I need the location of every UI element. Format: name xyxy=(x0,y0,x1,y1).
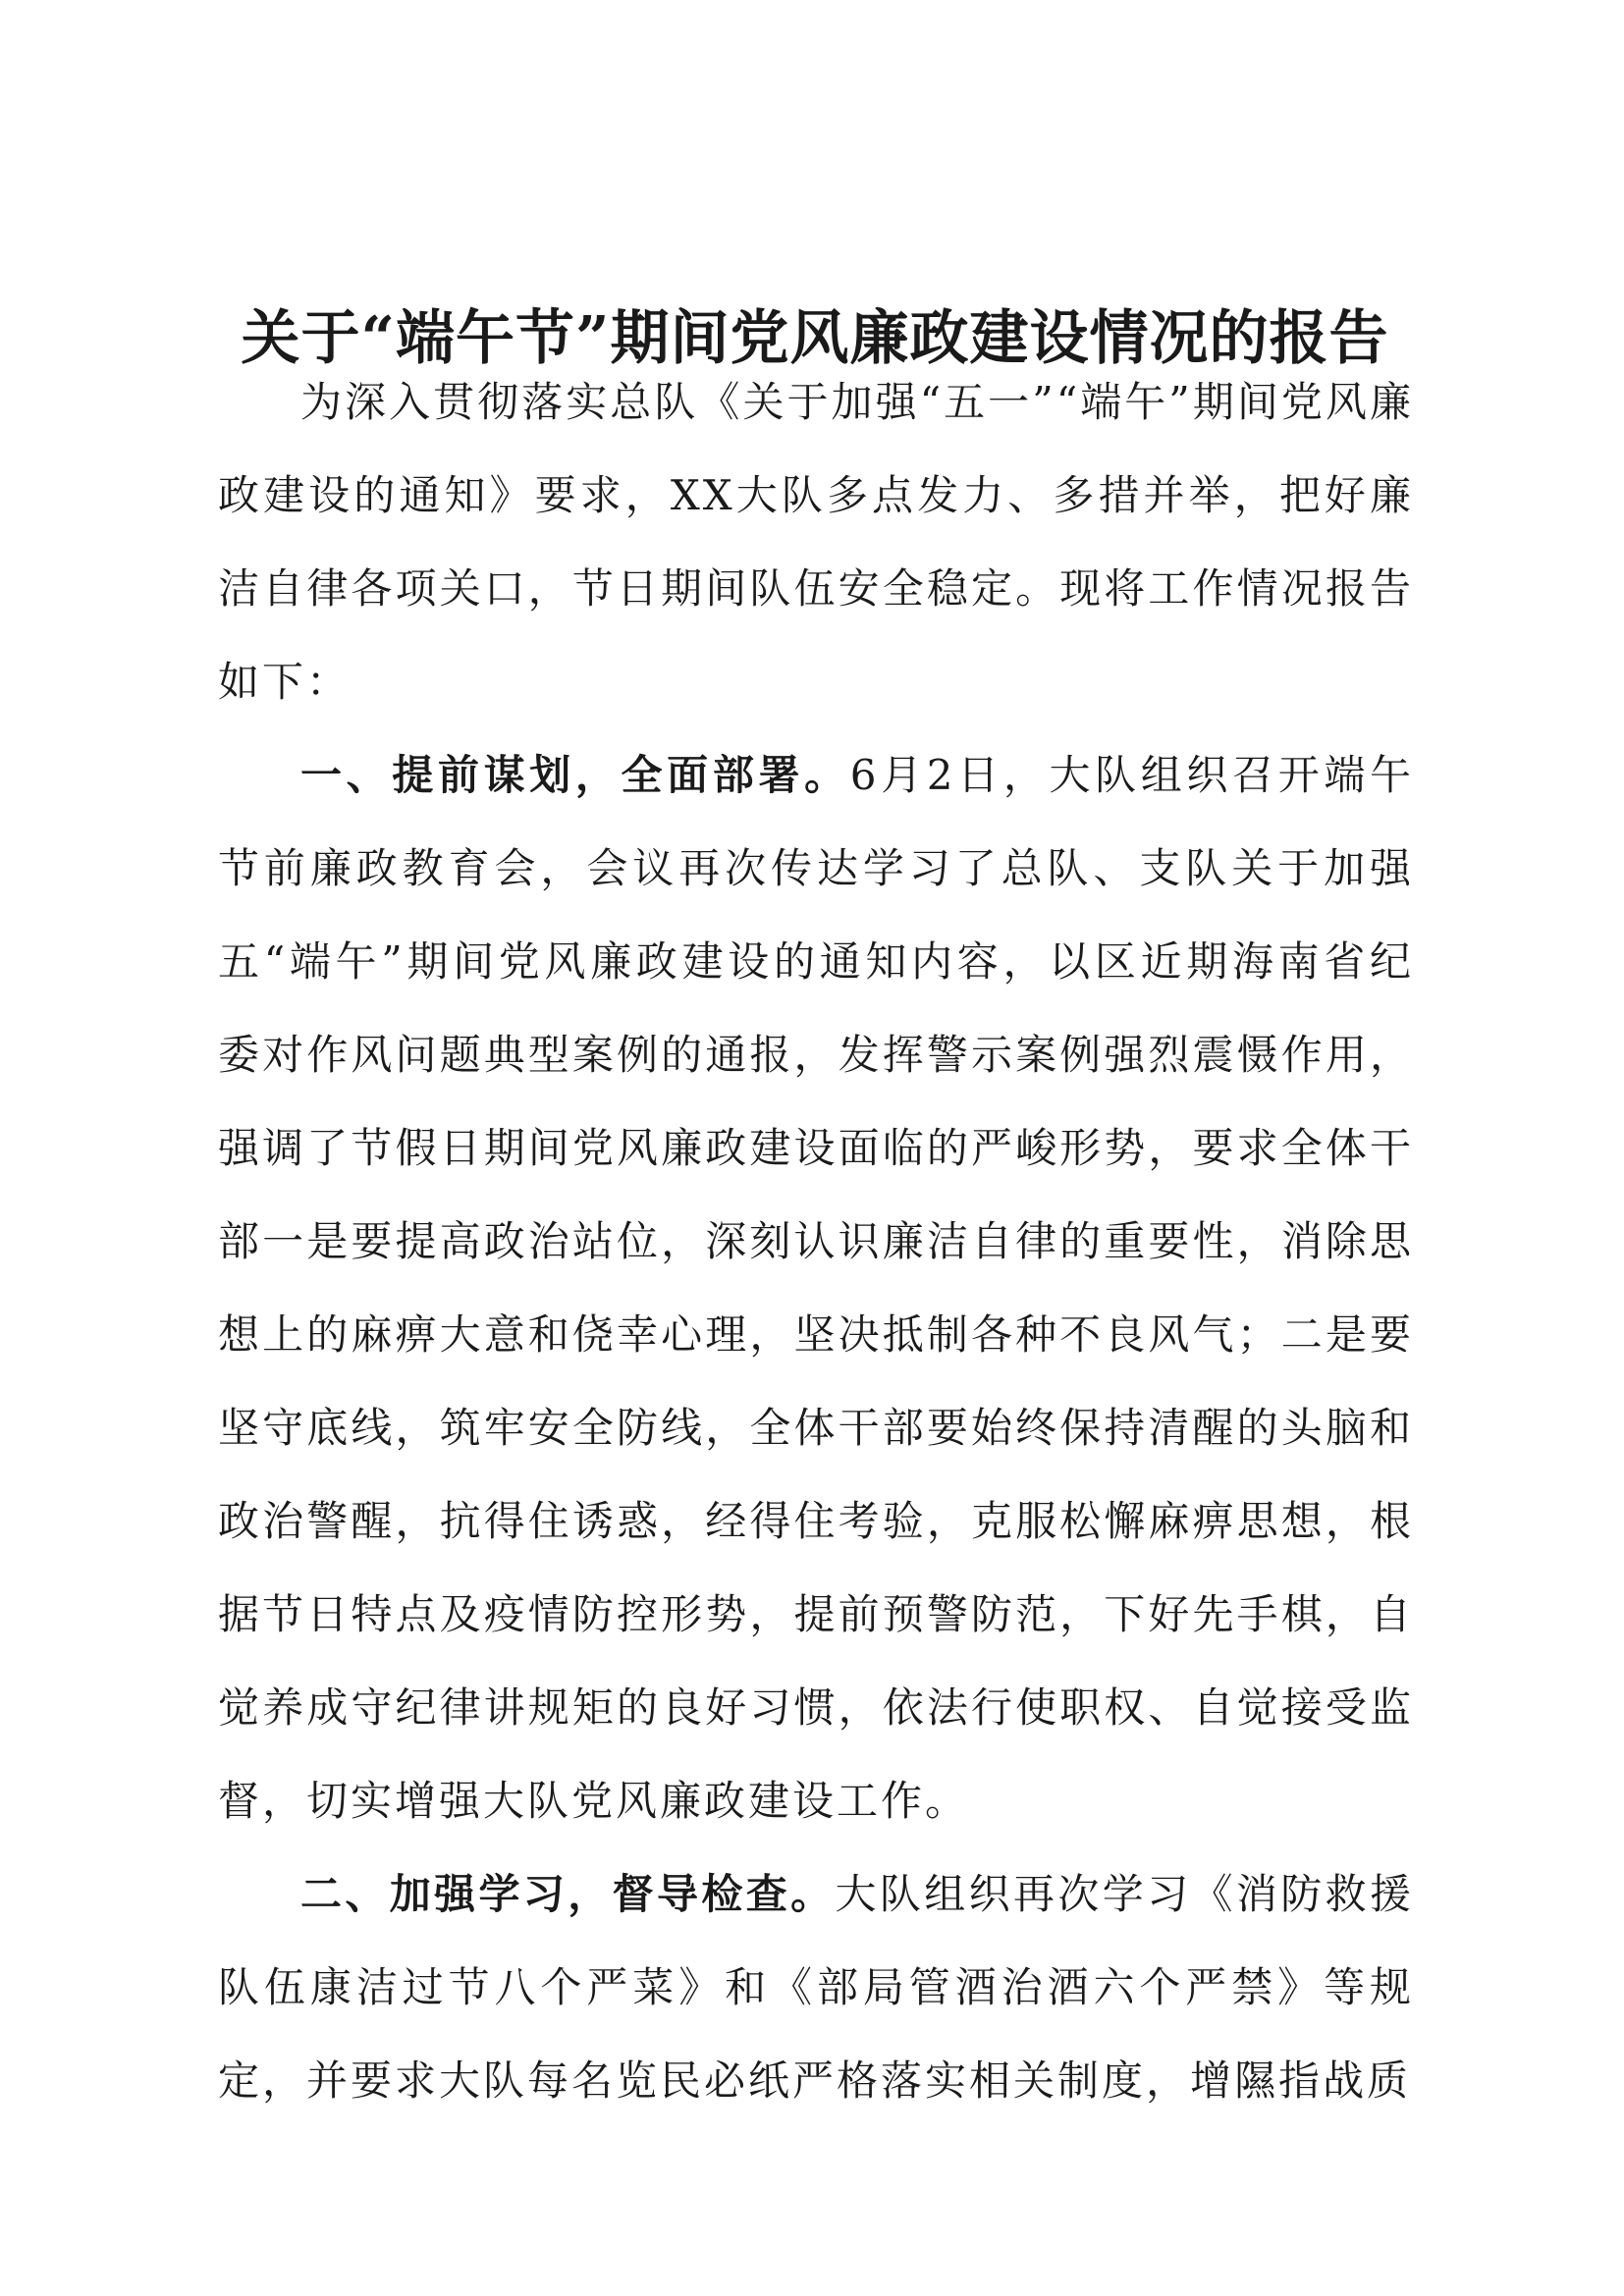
paragraph-intro xyxy=(218,355,1414,728)
section-2-heading: 二、加强学习，督导检查。 xyxy=(300,1870,836,1918)
document-body xyxy=(218,355,1414,2127)
document-title: 关于“端午节”期间党风廉政建设情况的报告 xyxy=(241,304,1389,373)
section-1-heading: 一、提前谋划，全面部署。 xyxy=(300,751,850,799)
paragraph-section-2 xyxy=(218,1847,1414,2127)
section-2-text: 大队组织再次学习《消防救援队伍康洁过节八个严菜》和《部局管酒治酒六个严禁》等规定，并要求大队每名览民必纸严格落实相关制度，增隰指战质 xyxy=(218,1870,1414,2105)
paragraph-section-1 xyxy=(218,728,1414,1847)
section-1-text: 6月2日，大队组织召开端午节前廉政教育会，会议再次传达学习了总队、支队关于加强五“端午”期间党风廉政建设的通知内容，以区近期海南省纪委对作风问题典型案例的通报，发挥警示案例强烈震慑作用，强调了节假日期间党风廉政建设面临的严峻形势，要求全体干部一是要提高政治站位，深刻认识廉洁自律的重要性，消除思想上的麻痹大意和侥幸心理，坚决抵制各种不良风气；二是要坚守底线，筑牢安全防线，全体干部要始终保持清醒的头脑和政治警醒，抗得住诱惑，经得住考验，克服松懈麻痹思想，根据节日特点及疫情防控形势，提前预警防范，下好先手棋，自觉养成守纪律讲规矩的良好习惯，依法行使职权、自觉接受监督，切实增强大队党风廉政建设工作。 xyxy=(218,751,1414,1825)
paragraph-intro-text: 为深入贯彻落实总队《关于加强“五一”“端午”期间党风廉政建设的通知》要求，XX大队多点发力、多措并举，把好廉洁自律各项关口，节日期间队伍安全稳定。现将工作情况报告如下： xyxy=(218,378,1414,706)
